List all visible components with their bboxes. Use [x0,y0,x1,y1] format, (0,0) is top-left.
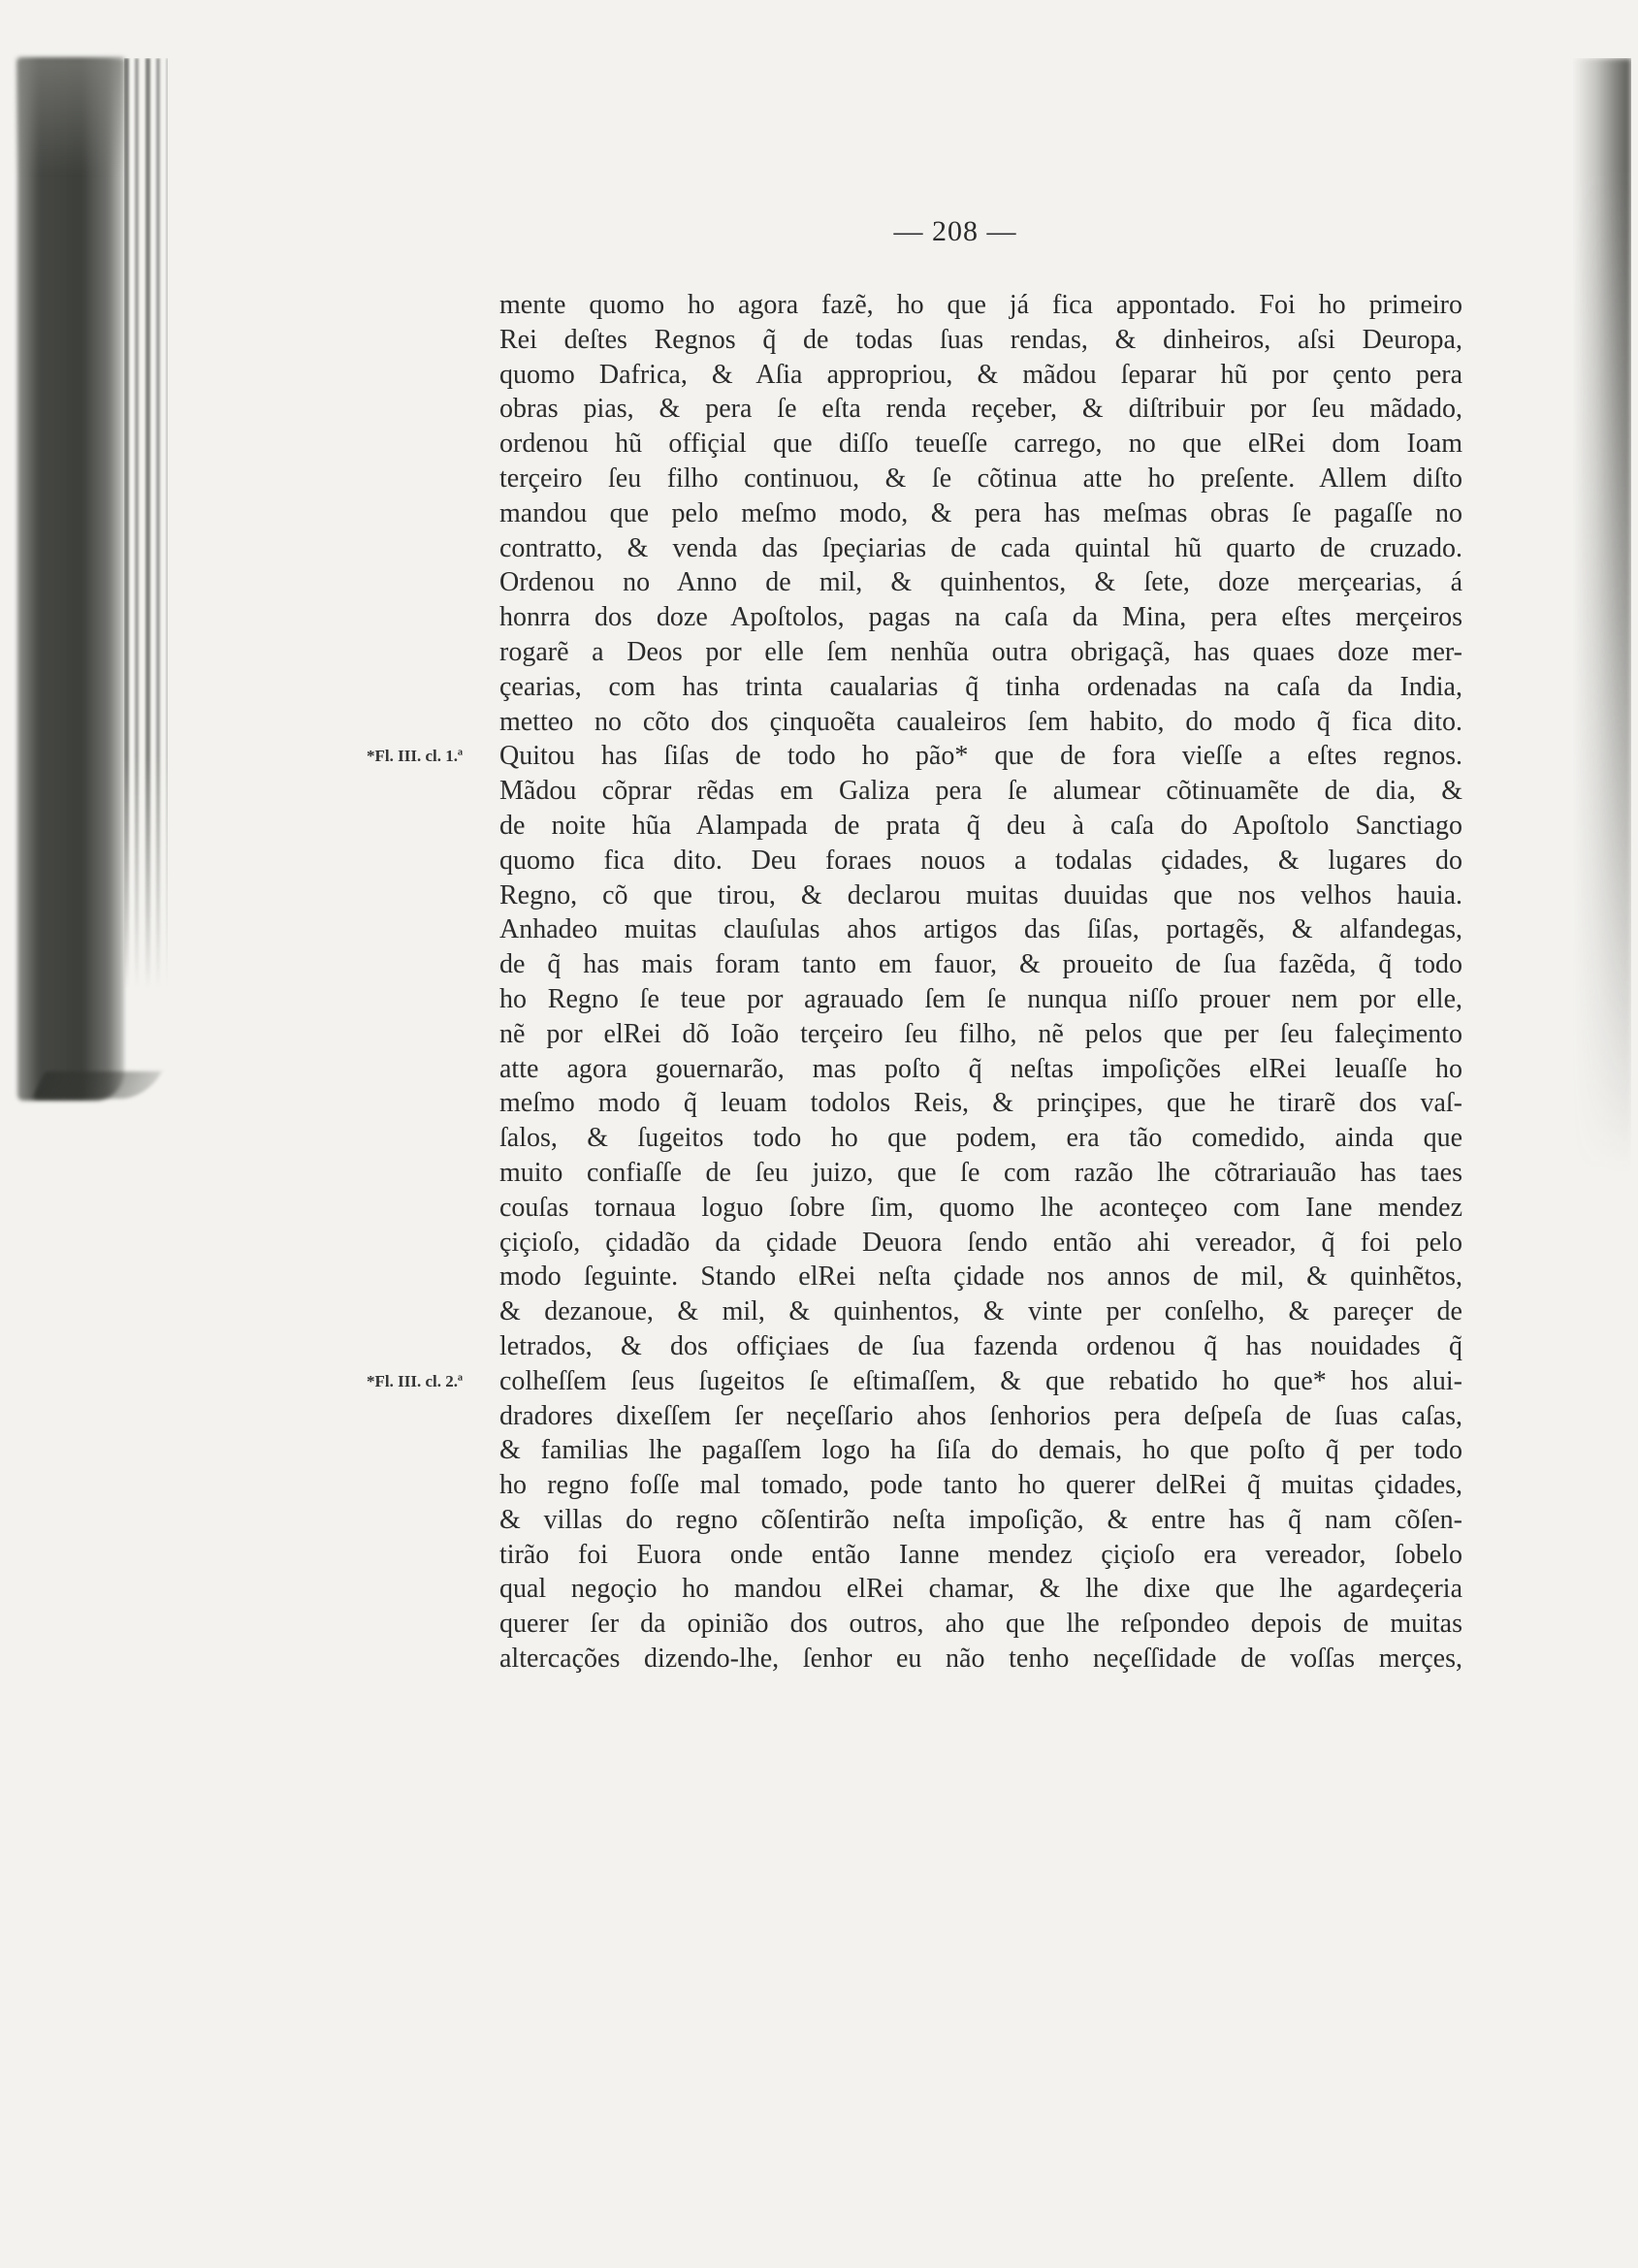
text-line: çearias, com has trinta caualarias q̃ tinha ordenadas na caſa da India, [499,671,1462,702]
text-line: & villas do regno cõſentirão neſta impoſição, & entre has q̃ nam cõſen- [499,1504,1462,1535]
text-line: obras pias, & pera ſe eſta renda reçeber, & diſtribuir por ſeu mãdado, [499,394,1462,425]
scan-edge-streaks-left [124,58,168,989]
text-line: dradores dixeſſem ſer neçeſſario ahos ſenhorios pera deſpeſa de ſuas caſas, [499,1400,1462,1431]
text-line: muito confiaſſe de ſeu juizo, que ſe com razão lhe cõtrariauão has taes [499,1157,1462,1188]
text-line: Quitou has ſiſas de todo ho pão* que de fora vieſſe a eſtes regnos. [499,741,1462,772]
text-line: ho Regno ſe teue por agrauado ſem ſe nunqua niſſo prouer nem por elle, [499,983,1462,1014]
text-line: Ordenou no Anno de mil, & quinhentos, & ſete, doze merçearias, á [499,567,1462,598]
text-line: çiçioſo, çidadão da çidade Deuora ſendo então ahi vereador, q̃ foi pelo [499,1227,1462,1258]
text-line: modo ſeguinte. Stando elRei neſta çidade nos annos de mil, & quinhẽtos, [499,1262,1462,1293]
page-number: — 208 — [893,215,1017,247]
text-line: mente quomo ho agora fazẽ, ho que já fica appontado. Foi ho primeiro [499,290,1462,320]
text-line: qual negoçio ho mandou elRei chamar, & lhe dixe que lhe agardeçeria [499,1574,1462,1605]
text-line: couſas tornaua loguo ſobre ſim, quomo lhe aconteçeo com Iane mendez [499,1192,1462,1223]
text-line: metteo no cõto dos çinquoẽta caualeiros ſem habito, do modo q̃ fica dito. [499,706,1462,737]
text-line: Rei deſtes Regnos q̃ de todas ſuas rendas, & dinheiros, aſsi Deuropa, [499,324,1462,355]
text-line: contratto, & venda das ſpeçiarias de cada quintal hũ quarto de cruzado. [499,532,1462,563]
margin-note: *Fl. III. cl. 1.ª [367,747,464,766]
text-line: quomo fica dito. Deu foraes nouos a todalas çidades, & lugares do [499,845,1462,876]
text-line: rogarẽ a Deos por elle ſem nenhũa outra obrigaçã, has quaes doze mer- [499,636,1462,667]
text-line: honrra dos doze Apoſtolos, pagas na caſa da Mina, pera eſtes merçeiros [499,602,1462,633]
text-line: mandou que pelo meſmo modo, & pera has meſmas obras ſe pagaſſe no [499,497,1462,528]
text-line: de q̃ has mais foram tanto em fauor, & proueito de ſua fazẽda, q̃ todo [499,949,1462,980]
text-line: Anhadeo muitas clauſulas ahos artigos das ſiſas, portagẽs, & alfandegas, [499,914,1462,945]
text-line: Regno, cõ que tirou, & declarou muitas duuidas que nos velhos hauia. [499,879,1462,910]
text-line: & familias lhe pagaſſem logo ha ſiſa do demais, ho que poſto q̃ per todo [499,1435,1462,1466]
text-line: quomo Dafrica, & Aſia appropriou, & mãdou ſeparar hũ por çento pera [499,359,1462,390]
margin-note: *Fl. III. cl. 2.ª [367,1371,464,1390]
text-line: de noite hũa Alampada de prata q̃ deu à caſa do Apoſtolo Sanctiago [499,810,1462,841]
text-line: terçeiro ſeu filho continuou, & ſe cõtinua atte ho preſente. Allem diſto [499,463,1462,494]
body-text [499,288,1462,1677]
text-line: ho regno foſſe mal tomado, pode tanto ho querer delRei q̃ muitas çidades, [499,1470,1462,1501]
scan-edge-shadow-left-top [17,58,124,175]
text-line: & dezanoue, & mil, & quinhentos, & vinte per conſelho, & pareçer de [499,1296,1462,1327]
text-line: querer ſer da opinião dos outros, aho que lhe reſpondeo depois de muitas [499,1609,1462,1640]
text-line: ſalos, & ſugeitos todo ho que podem, era tão comedido, ainda que [499,1123,1462,1154]
text-line: letrados, & dos offiçiaes de ſua fazenda ordenou q̃ has nouidades q̃ [499,1330,1462,1361]
text-line: altercações dizendo-lhe, ſenhor eu não tenho neçeſſidade de voſſas merçes, [499,1644,1462,1675]
text-line: meſmo modo q̃ leuam todolos Reis, & prinçipes, que he tirarẽ dos vaſ- [499,1088,1462,1119]
scan-edge-shadow-curl [32,1071,161,1099]
text-line: nẽ por elRei dõ Ioão terçeiro ſeu filho, nẽ pelos que per ſeu faleçimento [499,1018,1462,1049]
text-line: ordenou hũ offiçial que diſſo teueſſe carrego, no que elRei dom Ioam [499,429,1462,460]
text-line: colheſſem ſeus ſugeitos ſe eſtimaſſem, & que rebatido ho que* hos alui- [499,1365,1462,1396]
text-line: atte agora gouernarão, mas poſto q̃ neſtas impoſições elRei leuaſſe ho [499,1053,1462,1084]
text-line: Mãdou cõprar rẽdas em Galiza pera ſe alumear cõtinuamẽte de dia, & [499,776,1462,807]
text-line: tirão foi Euora onde então Ianne mendez çiçioſo era vereador, ſobelo [499,1539,1462,1570]
